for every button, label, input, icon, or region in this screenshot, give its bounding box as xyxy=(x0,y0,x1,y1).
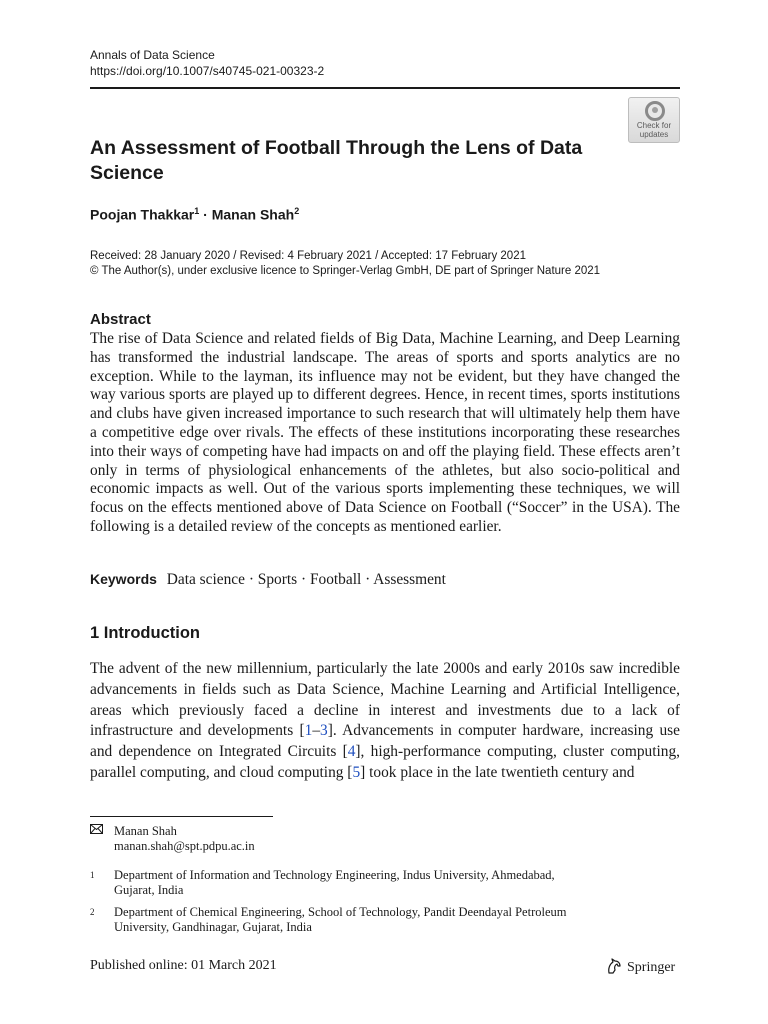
badge-line2: updates xyxy=(639,130,669,139)
footnote-rule xyxy=(90,816,273,817)
affiliation-2 xyxy=(90,905,650,935)
keywords xyxy=(90,571,446,589)
badge-line1: Check for xyxy=(636,121,672,130)
title-line2: Science xyxy=(90,162,164,184)
publication-history xyxy=(90,249,600,279)
author-name[interactable]: Poojan Thakkar xyxy=(90,206,195,223)
publisher-logo xyxy=(605,958,675,976)
author-affiliation-mark: 2 xyxy=(294,206,300,216)
affiliation-line: Department of Chemical Engineering, School of Technology, Pandit Deendayal Petroleum xyxy=(114,905,567,919)
header-rule xyxy=(90,87,680,89)
springer-horse-icon xyxy=(605,960,627,975)
intro-text: The advent of the new millennium, particularly the late 2000s and early 2010s saw incredible advancements in fields such as Data Science, Machine Learning and Artificial Intelligence, areas which previously faced a decline in interest and investments due to a lack of infrastructure and developments [ xyxy=(90,660,680,740)
corresponding-author xyxy=(90,824,650,854)
affiliation-line: Gujarat, India xyxy=(114,883,184,897)
intro-text: ], high-performance computing, cluster computing, parallel computing, and cloud computing [ xyxy=(90,743,680,781)
citation-link[interactable]: 5 xyxy=(352,763,361,781)
author-affiliation-mark: 1 xyxy=(194,206,200,216)
check-updates-icon xyxy=(645,101,665,121)
journal-header xyxy=(90,47,324,79)
affiliation-number: 1 xyxy=(90,870,95,880)
received-revised-accepted: Received: 28 January 2020 / Revised: 4 February 2021 / Accepted: 17 February 2021 xyxy=(90,250,526,262)
abstract-text: The rise of Data Science and related fields of Big Data, Machine Learning, and Deep Learning has transformed the industrial landscape. The areas of sports and sports analytics are no exception. While to the layman, its influence may not be evident, but they have changed the way various sports are played up to different degrees. Hence, in recent times, sports institutions and clubs have given increased importance to such research that will ultimately help them have a competitive edge over rivals. The effects of these institutions incorporating these researches into their ways of competing have had impacts on and off the playing field. These effects aren’t only in terms of physiological enhancements of the athletes, but also socio-political and economic impacts as well. Out of the various sports implementing these techniques, we will focus on the effects mentioned above of Data Science on Football (“Soccer” in the USA). The following is a detailed review of the concepts as mentioned earlier. xyxy=(90,330,680,535)
introduction-paragraph xyxy=(90,659,680,784)
paper-title xyxy=(90,136,610,186)
intro-text: – xyxy=(312,722,321,740)
affiliation-1 xyxy=(90,868,650,898)
journal-name: Annals of Data Science xyxy=(90,48,215,62)
doi-link[interactable]: https://doi.org/10.1007/s40745-021-00323-2 xyxy=(90,64,325,78)
author-separator: · xyxy=(203,206,208,223)
check-for-updates-badge[interactable] xyxy=(628,97,680,143)
abstract-heading: Abstract xyxy=(90,311,151,328)
published-online: Published online: 01 March 2021 xyxy=(90,958,277,973)
citation-link[interactable]: 4 xyxy=(347,743,356,761)
intro-text: ]. Advancements in computer hardware, increasing use and dependence on Integrated Circuits [ xyxy=(90,722,680,761)
affiliation-number: 2 xyxy=(90,907,95,917)
keywords-label: Keywords xyxy=(90,571,157,587)
author-list xyxy=(90,206,299,223)
citation-link[interactable]: 1 xyxy=(304,722,313,740)
author-name[interactable]: Manan Shah xyxy=(211,206,295,223)
envelope-icon xyxy=(90,823,103,838)
contact-email[interactable]: manan.shah@spt.pdpu.ac.in xyxy=(114,839,255,853)
copyright-line: © The Author(s), under exclusive licence to Springer-Verlag GmbH, DE part of Springer Nature 2021 xyxy=(90,265,601,277)
publisher-name: Springer xyxy=(627,960,676,975)
title-line1: An Assessment of Football Through the Lens of Data xyxy=(90,137,583,159)
citation-link[interactable]: 3 xyxy=(320,722,328,740)
affiliation-line: Department of Information and Technology Engineering, Indus University, Ahmedabad, xyxy=(114,868,555,882)
section-heading-introduction: 1 Introduction xyxy=(90,624,200,642)
contact-name: Manan Shah xyxy=(114,824,177,838)
keywords-list: Data science · Sports · Football · Assessment xyxy=(166,571,446,588)
intro-text: ] took place in the late twentieth century and xyxy=(360,763,635,781)
affiliation-line: University, Gandhinagar, Gujarat, India xyxy=(114,920,312,934)
